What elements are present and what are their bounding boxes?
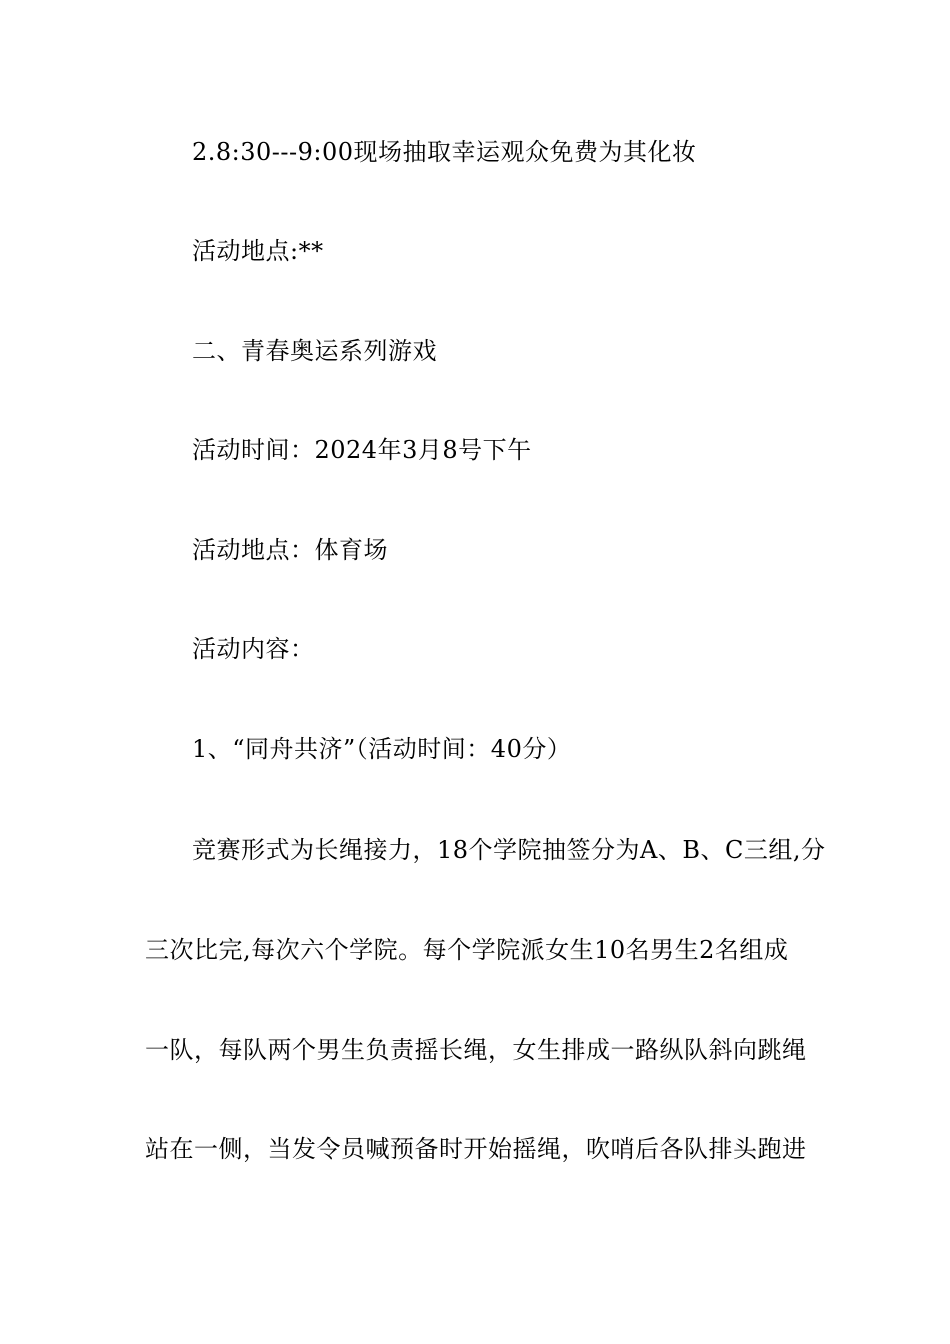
section-heading: 二、青春奥运系列游戏 xyxy=(192,337,437,365)
paragraph-line: 竞赛形式为长绳接力，18个学院抽签分为A、B、C三组,分 xyxy=(192,836,826,864)
activity-content-label: 活动内容： xyxy=(192,635,315,663)
paragraph-line: 站在一侧，当发令员喊预备时开始摇绳，吹哨后各队排头跑进 xyxy=(145,1135,807,1163)
schedule-line: 2.8:30---9:00现场抽取幸运观众免费为其化妆 xyxy=(192,138,697,166)
game-title-line: 1、“同舟共济”（活动时间：40分） xyxy=(192,735,572,763)
activity-time-line: 活动时间：2024年3月8号下午 xyxy=(192,436,532,464)
activity-venue-line: 活动地点：体育场 xyxy=(192,536,388,564)
venue-line: 活动地点:** xyxy=(192,237,324,265)
paragraph-line: 一队，每队两个男生负责摇长绳，女生排成一路纵队斜向跳绳 xyxy=(145,1036,807,1064)
paragraph-line: 三次比完,每次六个学院。每个学院派女生10名男生2名组成 xyxy=(145,936,789,964)
